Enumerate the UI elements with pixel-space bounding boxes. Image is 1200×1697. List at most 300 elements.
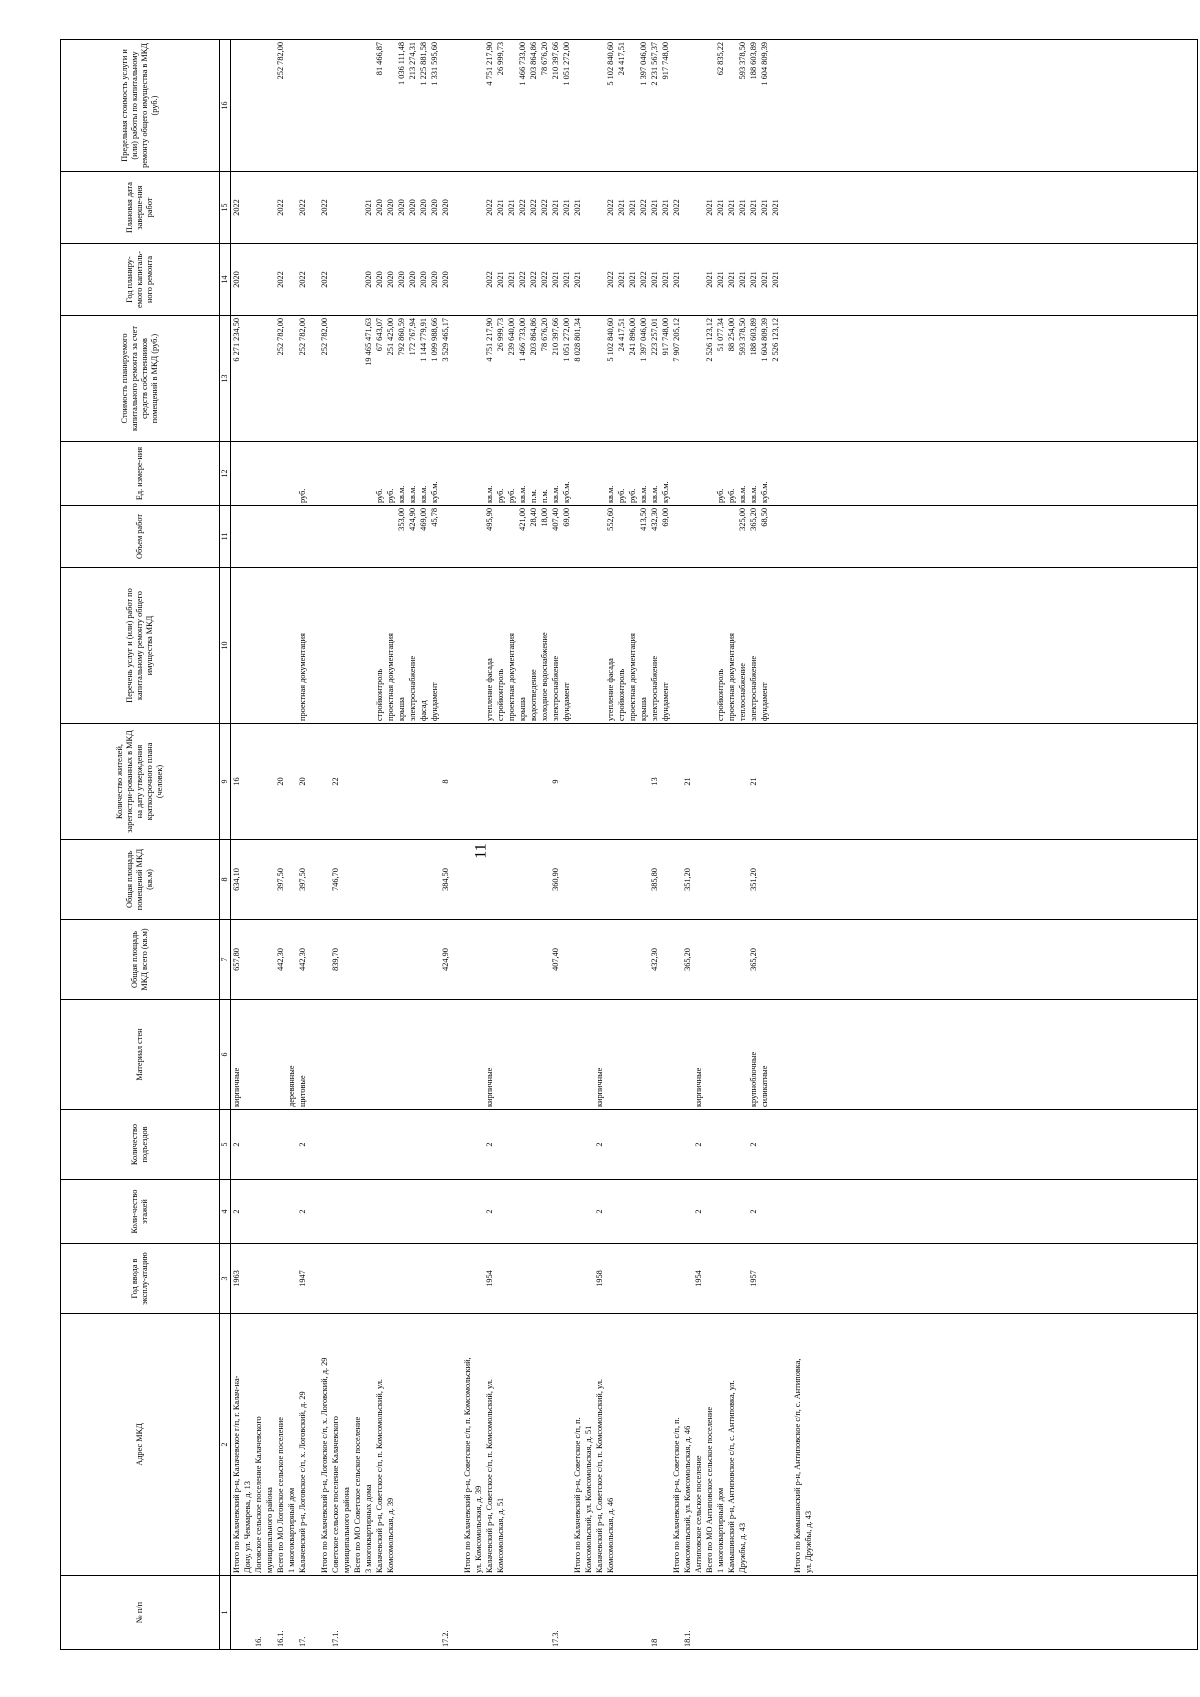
cell-line — [771, 42, 782, 169]
cell-line — [485, 922, 496, 997]
cell-line: 2021 — [617, 271, 626, 288]
cell-line — [529, 726, 540, 837]
cell-line — [364, 444, 375, 503]
cell-line — [397, 1182, 408, 1241]
cell-line: 442,30 — [276, 948, 285, 971]
cell-line — [738, 922, 749, 997]
cell-line — [738, 1246, 749, 1311]
cell-line — [309, 174, 320, 241]
cell-line — [430, 922, 441, 997]
cell-line — [672, 922, 683, 997]
cell-line — [518, 842, 529, 917]
cell-line — [408, 1578, 419, 1647]
cell-line — [584, 444, 595, 503]
cell-line — [496, 922, 507, 997]
cell-line — [232, 42, 243, 169]
cell-line — [287, 1578, 298, 1647]
cell-line — [287, 1112, 298, 1177]
cell-line: муниципального района — [265, 1487, 274, 1573]
rotated-table-container — [60, 40, 1200, 1650]
cell-line: кв.м. — [397, 485, 406, 503]
cell-line: 2020 — [419, 271, 428, 288]
cell-line — [518, 1182, 529, 1241]
cell-line — [375, 922, 386, 997]
cell-line — [496, 726, 507, 837]
cell-line: 397,50 — [298, 868, 307, 891]
cell-line — [243, 174, 254, 241]
cell-line — [507, 1578, 518, 1647]
cell-line — [683, 42, 694, 169]
column-number: 12 — [220, 442, 231, 506]
cell-line: 1954 — [694, 1270, 703, 1287]
col-end-date — [231, 172, 1198, 244]
cell-line — [408, 922, 419, 997]
cell-line — [617, 726, 628, 837]
cell-line — [309, 1182, 320, 1241]
cell-line: 495,90 — [485, 508, 494, 531]
header-cell: Предельная стоимость услуги и (или) работы по капитальному ремонту общего имущества в МКД (руб.) — [61, 40, 220, 172]
cell-line: 407,40 — [551, 948, 560, 971]
cell-line: 2021 — [760, 199, 769, 216]
header-row — [61, 40, 220, 1650]
cell-line — [595, 1578, 606, 1647]
cell-line — [540, 726, 551, 837]
cell-line: 351,20 — [683, 868, 692, 891]
cell-line — [595, 842, 606, 917]
cell-line — [331, 444, 342, 503]
cell-line — [496, 1246, 507, 1311]
cell-line: 593 378,50 — [738, 42, 747, 80]
cell-line — [727, 1182, 738, 1241]
cell-line — [617, 1246, 628, 1311]
cell-line: 2 — [595, 1209, 604, 1214]
cell-line — [705, 570, 716, 721]
cell-line — [353, 508, 364, 565]
cell-line: 210 397,66 — [551, 42, 560, 80]
cell-line — [551, 1246, 562, 1311]
cell-line: 1957 — [749, 1270, 758, 1287]
cell-line — [364, 1246, 375, 1311]
cell-line: 1958 — [595, 1270, 604, 1287]
cell-line — [661, 842, 672, 917]
cell-line — [529, 1578, 540, 1647]
cell-line: 16.1. — [276, 1630, 285, 1647]
cell-line: кирпичные — [595, 1067, 604, 1107]
cell-line — [672, 726, 683, 837]
cell-line: 2020 — [364, 271, 373, 288]
cell-line — [254, 42, 265, 169]
cell-line — [573, 1002, 584, 1107]
cell-line: 21 — [683, 777, 692, 786]
cell-line: 68,50 — [760, 508, 769, 527]
cell-line: 1 144 779,91 — [419, 318, 428, 362]
cell-line — [705, 508, 716, 565]
cell-line: фундамент — [562, 682, 571, 721]
cell-line: 2022 — [518, 199, 527, 216]
cell-line: 2022 — [298, 199, 307, 216]
cell-line — [463, 1002, 474, 1107]
cell-line — [364, 726, 375, 837]
cell-line — [353, 444, 364, 503]
cell-line — [287, 508, 298, 565]
cell-line — [639, 1112, 650, 1177]
cell-line: Калачевский р-н, Советское с/п, п. Комсомольский, ул. — [595, 1379, 604, 1573]
cell-line — [639, 1316, 650, 1573]
cell-line: стройконтроль — [496, 668, 505, 721]
cell-line — [452, 1002, 463, 1107]
cell-line: 360,90 — [551, 868, 560, 891]
cell-line — [386, 1002, 397, 1107]
col-max-cost — [231, 40, 1198, 172]
column-number: 7 — [220, 920, 231, 1000]
cell-line: 2020 — [397, 199, 406, 216]
cell-line — [397, 726, 408, 837]
cell-line — [243, 570, 254, 721]
cell-line — [683, 444, 694, 503]
cell-line: холодное водоснабжение — [540, 632, 549, 721]
cell-line — [364, 508, 375, 565]
cell-line — [309, 1246, 320, 1311]
cell-line: силикатные — [760, 1065, 769, 1107]
cell-line — [595, 318, 606, 439]
cell-line — [661, 1316, 672, 1573]
cell-line: 2021 — [771, 199, 780, 216]
cell-line — [529, 1316, 540, 1573]
cell-line — [716, 922, 727, 997]
cell-line — [606, 1578, 617, 1647]
cell-line: 424,90 — [408, 508, 417, 531]
cell-line — [397, 1246, 408, 1311]
cell-line: руб. — [375, 488, 384, 503]
cell-line — [397, 922, 408, 997]
cell-line — [672, 42, 683, 169]
cell-line — [694, 1578, 705, 1647]
cell-line — [375, 1578, 386, 1647]
cell-line — [672, 1002, 683, 1107]
col-total-area — [231, 920, 1198, 1000]
cell-line — [496, 1002, 507, 1107]
cell-line: 2 526 123,12 — [771, 318, 780, 362]
cell-line — [705, 1246, 716, 1311]
cell-line: 203 864,86 — [529, 318, 538, 356]
cell-line — [419, 1246, 430, 1311]
cell-line — [628, 1578, 639, 1647]
cell-line — [617, 922, 628, 997]
cell-line: 2020 — [408, 199, 417, 216]
cell-line: Комсомольский, ул. Комсомольская, д. 46 — [683, 1425, 692, 1573]
cell-line — [441, 570, 452, 721]
cell-line — [265, 842, 276, 917]
cell-line — [254, 1182, 265, 1241]
cell-line — [452, 1246, 463, 1311]
cell-line: 1 604 809,39 — [760, 42, 769, 86]
cell-line: Логовское сельское поселение Калачевского — [254, 1416, 263, 1573]
cell-line — [474, 1578, 485, 1647]
cell-line — [243, 508, 254, 565]
cell-line — [694, 318, 705, 439]
cell-line: Итого по Калачевский р-н, Советское с/п, п. — [672, 1417, 681, 1573]
cell-line — [463, 1578, 474, 1647]
cell-line: 26 999,73 — [496, 42, 505, 76]
cell-line — [694, 922, 705, 997]
cell-line: проектная документация — [727, 633, 736, 721]
cell-line: 384,50 — [441, 868, 450, 891]
cell-line: 24 417,51 — [617, 42, 626, 76]
cell-line — [529, 1182, 540, 1241]
cell-line: 657,80 — [232, 948, 241, 971]
col-row-number — [231, 1576, 1198, 1650]
cell-line — [716, 1002, 727, 1107]
cell-line — [353, 570, 364, 721]
cell-line: 69,00 — [562, 508, 571, 527]
column-number: 6 — [220, 1000, 231, 1110]
cell-line — [265, 922, 276, 997]
cell-line: Дону, ул. Чекмарева, д. 13 — [243, 1481, 252, 1573]
cell-line — [342, 1182, 353, 1241]
cell-line — [595, 726, 606, 837]
table-body-row — [231, 40, 1198, 1650]
cell-line — [705, 922, 716, 997]
cell-line — [331, 42, 342, 169]
cell-line: руб. — [628, 488, 637, 503]
cell-line — [331, 570, 342, 721]
cell-line — [771, 1316, 782, 1573]
cell-line — [452, 1112, 463, 1177]
cell-line: 2021 — [749, 271, 758, 288]
cell-line — [705, 444, 716, 503]
cell-line: 2 — [485, 1142, 494, 1147]
cell-line — [441, 1112, 452, 1177]
cell-line: 2022 — [320, 199, 329, 216]
cell-line: Итого по Калачевский р-н, Логовское с/п, х. Логовский, д. 29 — [320, 1357, 329, 1573]
col-volume — [231, 506, 1198, 568]
cell-line: 16. — [254, 1636, 263, 1647]
cell-line — [309, 42, 320, 169]
cell-line — [683, 570, 694, 721]
cell-line — [232, 570, 243, 721]
cell-line — [452, 922, 463, 997]
cell-line: Комсомольская, д. 46 — [606, 1497, 615, 1573]
cell-line — [584, 1578, 595, 1647]
cell-line — [265, 508, 276, 565]
cell-line: п.м. — [540, 489, 549, 503]
cell-line: 7 907 205,12 — [672, 318, 681, 362]
cell-line — [584, 1002, 595, 1107]
cell-line — [243, 922, 254, 997]
cell-line — [430, 726, 441, 837]
cell-line — [683, 246, 694, 313]
cell-line — [287, 42, 298, 169]
cell-line — [474, 174, 485, 241]
cell-line — [540, 1112, 551, 1177]
cell-line: Камышинский р-н, Антиповское с/п, с. Антиповка, ул. — [727, 1380, 736, 1573]
cell-line — [430, 1316, 441, 1573]
cell-line — [540, 1002, 551, 1107]
cell-line — [705, 1002, 716, 1107]
cell-line: руб. — [727, 488, 736, 503]
cell-line: 1963 — [232, 1270, 241, 1287]
cell-line — [474, 1112, 485, 1177]
cell-line — [287, 318, 298, 439]
cell-line — [584, 922, 595, 997]
cell-line — [606, 1112, 617, 1177]
cell-line — [309, 570, 320, 721]
cell-line — [353, 246, 364, 313]
cell-line — [419, 726, 430, 837]
cell-line: 792 860,59 — [397, 318, 406, 356]
cell-line: 365,20 — [749, 948, 758, 971]
cell-line: 2 231 567,37 — [650, 42, 659, 86]
cell-line — [716, 1182, 727, 1241]
cell-line — [419, 1316, 430, 1573]
cell-line: Дружбы, д. 43 — [738, 1523, 747, 1573]
cell-line: Всего по МО Советское сельское поселение — [353, 1416, 362, 1573]
cell-line — [243, 1002, 254, 1107]
cell-line — [397, 1002, 408, 1107]
cell-line: 2022 — [485, 271, 494, 288]
cell-line: фундамент — [430, 682, 439, 721]
cell-line — [595, 570, 606, 721]
cell-line — [782, 1316, 793, 1573]
cell-line — [342, 842, 353, 917]
cell-line — [727, 508, 738, 565]
cell-line — [243, 726, 254, 837]
cell-line — [606, 922, 617, 997]
cell-line — [694, 174, 705, 241]
cell-line — [639, 1002, 650, 1107]
cell-line — [463, 726, 474, 837]
cell-line: руб. — [298, 488, 307, 503]
cell-line: Антиповское сельское поселение — [694, 1455, 703, 1573]
cell-line: 51 077,34 — [716, 318, 725, 352]
cell-line: 351,20 — [749, 868, 758, 891]
cell-line — [661, 726, 672, 837]
cell-line — [463, 508, 474, 565]
cell-line — [529, 1246, 540, 1311]
cell-line: Итого по Камышинский р-н, Антиповское с/п, с. Антиповка, — [793, 1358, 802, 1573]
cell-line — [738, 1112, 749, 1177]
cell-line — [309, 922, 320, 997]
header-cell: Материал стен — [61, 1000, 220, 1110]
column-number: 4 — [220, 1180, 231, 1244]
cell-line — [617, 1002, 628, 1107]
cell-line: Всего по МО Логовское сельское поселение — [276, 1417, 285, 1573]
cell-line — [727, 1112, 738, 1177]
cell-line — [683, 508, 694, 565]
cell-line — [661, 1002, 672, 1107]
cell-line: 17.2. — [441, 1630, 450, 1647]
cell-line: 21 — [749, 777, 758, 786]
cell-line — [617, 1182, 628, 1241]
cell-line — [276, 1002, 287, 1107]
cell-line: 2 — [485, 1209, 494, 1214]
cell-line — [364, 922, 375, 997]
cell-line: 2 — [749, 1209, 758, 1214]
cell-line: 2021 — [738, 271, 747, 288]
cell-line: 2022 — [518, 271, 527, 288]
cell-line: 1 036 111,48 — [397, 42, 406, 85]
cell-line — [342, 318, 353, 439]
cell-line — [298, 508, 309, 565]
cell-line — [452, 508, 463, 565]
cell-line — [419, 1002, 430, 1107]
cell-line: 2021 — [760, 271, 769, 288]
cell-line — [353, 842, 364, 917]
cell-line: фундамент — [661, 682, 670, 721]
cell-line: руб. — [716, 488, 725, 503]
cell-line — [243, 1112, 254, 1177]
cell-line — [353, 1246, 364, 1311]
cell-line: 188 603,89 — [749, 318, 758, 356]
column-number: 11 — [220, 506, 231, 568]
column-number: 8 — [220, 840, 231, 920]
cell-line — [397, 1316, 408, 1573]
cell-line: Калачевский р-н, Советское с/п, п. Комсомольский, ул. — [375, 1379, 384, 1573]
col-premises-area — [231, 840, 1198, 920]
cell-line — [672, 1578, 683, 1647]
cell-line — [408, 1112, 419, 1177]
cell-line — [672, 842, 683, 917]
cell-line — [265, 174, 276, 241]
cell-line — [265, 1112, 276, 1177]
cell-line: проектная документация — [628, 633, 637, 721]
cell-line — [529, 1002, 540, 1107]
cell-line — [364, 1112, 375, 1177]
cell-line — [243, 444, 254, 503]
cell-line — [496, 1578, 507, 1647]
cell-line: 78 676,20 — [540, 42, 549, 76]
cell-line: кирпичные — [694, 1067, 703, 1107]
cell-line: 2020 — [430, 271, 439, 288]
col-cost — [231, 316, 1198, 442]
cell-line: фундамент — [760, 682, 769, 721]
column-number: 13 — [220, 316, 231, 442]
cell-line — [727, 726, 738, 837]
cell-line — [265, 1002, 276, 1107]
cell-line: Комсомольская, д. 51 — [496, 1497, 505, 1573]
cell-line — [287, 174, 298, 241]
cell-line — [518, 726, 529, 837]
cell-line: 5 102 840,60 — [606, 318, 615, 362]
cell-line: 78 676,20 — [540, 318, 549, 352]
cell-line — [529, 842, 540, 917]
cell-line — [518, 1578, 529, 1647]
cell-line — [320, 1578, 331, 1647]
cell-line: 2021 — [496, 199, 505, 216]
cell-line — [353, 318, 364, 439]
cell-line: 1 466 733,00 — [518, 42, 527, 86]
cell-line: 634,10 — [232, 868, 241, 891]
cell-line — [265, 1182, 276, 1241]
cell-line — [705, 842, 716, 917]
column-number: 14 — [220, 244, 231, 316]
cell-line — [694, 842, 705, 917]
cell-line: куб.м. — [760, 481, 769, 503]
cell-line — [309, 318, 320, 439]
cell-line: 2022 — [540, 271, 549, 288]
cell-line: электроснабжение — [749, 655, 758, 721]
cell-line: стройконтроль — [716, 668, 725, 721]
header-cell: Год планиру-емого капиталь-ного ремонта — [61, 244, 220, 316]
cell-line: 469,00 — [419, 508, 428, 531]
cell-line — [507, 1182, 518, 1241]
cell-line — [408, 726, 419, 837]
cell-line — [749, 1316, 760, 1573]
cell-line — [727, 42, 738, 169]
cell-line — [639, 1578, 650, 1647]
cell-line: стройконтроль — [375, 668, 384, 721]
cell-line — [584, 246, 595, 313]
